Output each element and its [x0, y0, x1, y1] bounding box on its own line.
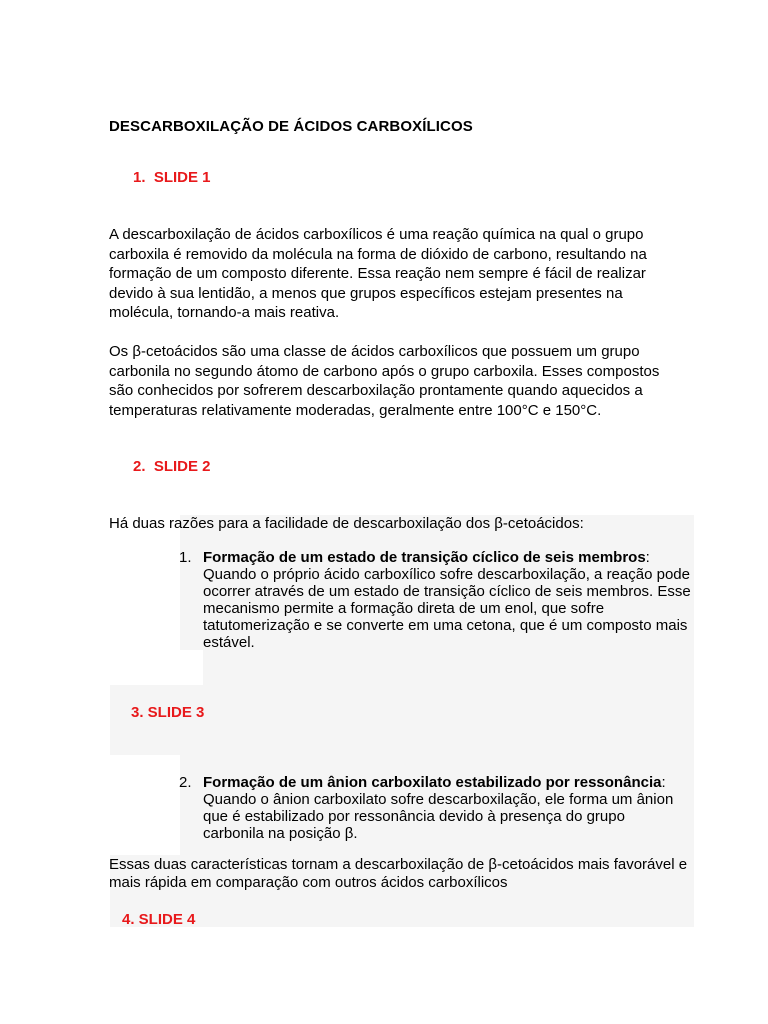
list-item-2 [203, 774, 689, 842]
list-item-1 [203, 549, 695, 651]
list-item-1-text: : Quando o próprio ácido carboxílico sofre descarboxilação, a reação pode ocorrer através de um estado de transição cíclico de seis membros. Esse mecanismo permite a formação direta de um enol, que sofre tatutomerização e se converte em uma cetona, que é um composto mais estável. [203, 549, 691, 651]
list-item-2-heading: Formação de um ânion carboxilato estabilizado por ressonância [203, 774, 662, 791]
slide-1-paragraph-2: Os β-cetoácidos são uma classe de ácidos carboxílicos que possuem um grupo carbonila no segundo átomo de carbono após o grupo carboxila. Esses compostos são conhecidos por sofrerem descarboxilação prontamente quando aquecidos a temperaturas relativamente moderadas, geralmente entre 100°C e 150°C. [109, 343, 660, 419]
list-item-1-number: 1. [179, 549, 192, 566]
slide-2-heading: 2. SLIDE 2 [133, 458, 211, 475]
slide-1-paragraph-1: A descarboxilação de ácidos carboxílicos é uma reação química na qual o grupo carboxila é removido da molécula na forma de dióxido de carbono, resultando na formação de um composto diferente. Essa reação nem sempre é fácil de realizar devido à sua lentidão, a menos que grupos específicos estejam presentes na molécula, tornando-a mais reativa. [109, 226, 647, 322]
shaded-block-right-strip [203, 650, 694, 685]
slide-4-heading: 4. SLIDE 4 [122, 911, 196, 928]
slide-3-heading: 3. SLIDE 3 [131, 704, 205, 721]
list-item-2-number: 2. [179, 774, 192, 791]
slide-3-conclusion: Essas duas características tornam a descarboxilação de β-cetoácidos mais favorável e mais rápida em comparação com outros ácidos carboxílicos [109, 856, 688, 891]
slide-2-intro: Há duas razões para a facilidade de descarboxilação dos β-cetoácidos: [109, 515, 584, 532]
slide-1-heading: 1. SLIDE 1 [133, 169, 211, 186]
document-title: DESCARBOXILAÇÃO DE ÁCIDOS CARBOXÍLICOS [109, 118, 473, 135]
list-item-2-text: : Quando o ânion carboxilato sofre descarboxilação, ele forma um ânion que é estabilizado por ressonância devido à presença do grupo carbonila na posição β. [203, 774, 674, 842]
list-item-1-heading: Formação de um estado de transição cíclico de seis membros [203, 549, 646, 566]
